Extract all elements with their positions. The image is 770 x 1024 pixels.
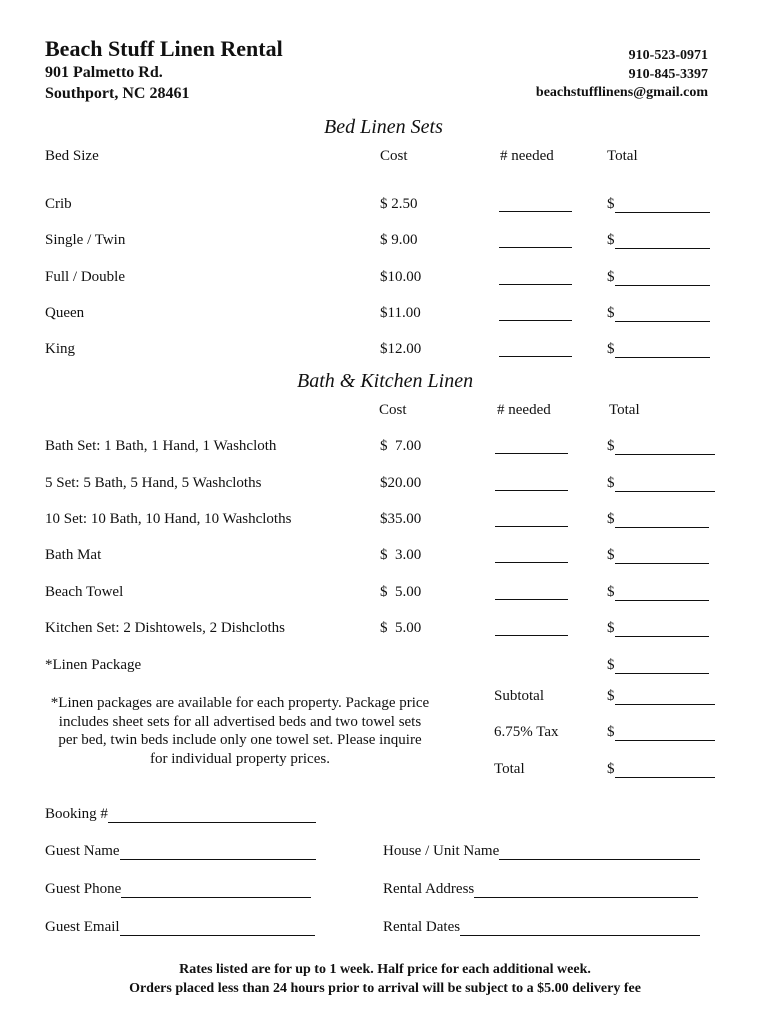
bath-total-field[interactable] [607, 511, 709, 528]
booking-label: Booking # [45, 806, 108, 822]
business-name: Beach Stuff Linen Rental [45, 36, 283, 61]
rental-address-field[interactable] [383, 881, 698, 898]
bed-row-cost: $ 2.50 [380, 196, 418, 212]
bath-row-item: Kitchen Set: 2 Dishtowels, 2 Dishcloths [45, 620, 285, 636]
bed-needed-blank[interactable] [499, 270, 572, 285]
dollar-sign: $ [607, 761, 615, 777]
bath-needed-blank[interactable] [495, 439, 568, 454]
bath-needed-blank[interactable] [495, 548, 568, 563]
tax-label: 6.75% Tax [494, 724, 559, 740]
dollar-sign: $ [607, 547, 615, 563]
bed-row-item: Crib [45, 196, 72, 212]
dollar-sign: $ [607, 438, 615, 454]
bath-row-cost: $20.00 [380, 475, 422, 491]
bed-total-field[interactable] [607, 341, 710, 358]
house-unit-label: House / Unit Name [383, 843, 500, 859]
bath-row-item: Bath Mat [45, 547, 102, 563]
house-unit-field[interactable] [383, 843, 700, 860]
guest-name-field[interactable] [45, 843, 316, 860]
bed-col-item: Bed Size [45, 148, 99, 164]
guest-email-label: Guest Email [45, 919, 120, 935]
bath-row-cost: $ 5.00 [380, 620, 422, 636]
bed-col-needed: # needed [500, 148, 554, 164]
phone-1: 910-523-0971 [628, 48, 708, 63]
tax-field[interactable] [607, 724, 715, 741]
bed-row-item: Single / Twin [45, 232, 126, 248]
dollar-sign: $ [607, 511, 615, 527]
dollar-sign: $ [607, 584, 615, 600]
bed-col-cost: Cost [380, 148, 408, 164]
total-label: Total [494, 761, 525, 777]
dollar-sign: $ [607, 341, 615, 357]
dollar-sign: $ [607, 620, 615, 636]
bath-total-field[interactable] [607, 547, 709, 564]
dollar-sign: $ [607, 688, 615, 704]
bed-total-field[interactable] [607, 196, 710, 213]
rental-address-label: Rental Address [383, 881, 475, 897]
linen-package-label: *Linen Package [45, 657, 142, 673]
rental-dates-field[interactable] [383, 919, 700, 936]
bath-row-cost: $ 3.00 [380, 547, 422, 563]
bath-total-field[interactable] [607, 475, 715, 492]
rental-dates-label: Rental Dates [383, 919, 461, 935]
bed-needed-blank[interactable] [499, 306, 572, 321]
bed-total-field[interactable] [607, 305, 710, 322]
bath-row-item: 5 Set: 5 Bath, 5 Hand, 5 Washcloths [45, 475, 262, 491]
guest-phone-label: Guest Phone [45, 881, 122, 897]
address-line-1: 901 Palmetto Rd. [45, 64, 163, 81]
dollar-sign: $ [607, 269, 615, 285]
bath-row-cost: $35.00 [380, 511, 422, 527]
dollar-sign: $ [607, 232, 615, 248]
bath-row-item: Beach Towel [45, 584, 124, 600]
guest-name-label: Guest Name [45, 843, 120, 859]
bath-col-needed: # needed [497, 402, 551, 418]
package-total-field[interactable] [607, 657, 709, 674]
total-field[interactable] [607, 761, 715, 778]
bath-section-title: Bath & Kitchen Linen [297, 370, 474, 392]
booking-field[interactable] [45, 806, 316, 823]
bed-row-item: Queen [45, 305, 85, 321]
bath-needed-blank[interactable] [495, 476, 568, 491]
bath-total-field[interactable] [607, 584, 709, 601]
bed-row-item: Full / Double [45, 269, 126, 285]
bath-row-item: Bath Set: 1 Bath, 1 Hand, 1 Washcloth [45, 438, 277, 454]
dollar-sign: $ [607, 305, 615, 321]
guest-phone-field[interactable] [45, 881, 311, 898]
bath-needed-blank[interactable] [495, 621, 568, 636]
subtotal-label: Subtotal [494, 688, 545, 704]
bed-total-field[interactable] [607, 269, 710, 286]
bed-row-item: King [45, 341, 75, 357]
bed-needed-blank[interactable] [499, 197, 572, 212]
bed-needed-blank[interactable] [499, 233, 572, 248]
bath-needed-blank[interactable] [495, 512, 568, 527]
bath-total-field[interactable] [607, 620, 709, 637]
dollar-sign: $ [607, 724, 615, 740]
bath-row-cost: $ 7.00 [380, 438, 422, 454]
bath-row-item: 10 Set: 10 Bath, 10 Hand, 10 Washcloths [45, 511, 292, 527]
dollar-sign: $ [607, 657, 615, 673]
guest-email-field[interactable] [45, 919, 315, 936]
bath-row-cost: $ 5.00 [380, 584, 422, 600]
phone-2: 910-845-3397 [628, 67, 708, 82]
footer-line-1: Rates listed are for up to 1 week. Half price for each additional week. [179, 962, 591, 977]
bed-needed-blank[interactable] [499, 342, 572, 357]
bed-row-cost: $12.00 [380, 341, 422, 357]
linen-package-note: *Linen packages are available for each property. Package price includes sheet sets for all advertised beds and two towel sets per bed, twin beds include only one towel set. Please inquire for individual property prices. [50, 695, 430, 767]
bed-total-field[interactable] [607, 232, 710, 249]
dollar-sign: $ [607, 196, 615, 212]
bed-col-total: Total [607, 148, 638, 164]
bath-col-total: Total [609, 402, 640, 418]
bed-section-title: Bed Linen Sets [324, 116, 443, 138]
bed-row-cost: $ 9.00 [380, 232, 418, 248]
address-line-2: Southport, NC 28461 [45, 85, 190, 102]
dollar-sign: $ [607, 475, 615, 491]
bed-row-cost: $10.00 [380, 269, 422, 285]
bath-needed-blank[interactable] [495, 585, 568, 600]
bath-col-cost: Cost [379, 402, 407, 418]
bed-row-cost: $11.00 [380, 305, 421, 321]
subtotal-field[interactable] [607, 688, 715, 705]
email: beachstufflinens@gmail.com [535, 85, 708, 100]
footer-line-2: Orders placed less than 24 hours prior to arrival will be subject to a $5.00 delivery fee [129, 981, 641, 996]
bath-total-field[interactable] [607, 438, 715, 455]
